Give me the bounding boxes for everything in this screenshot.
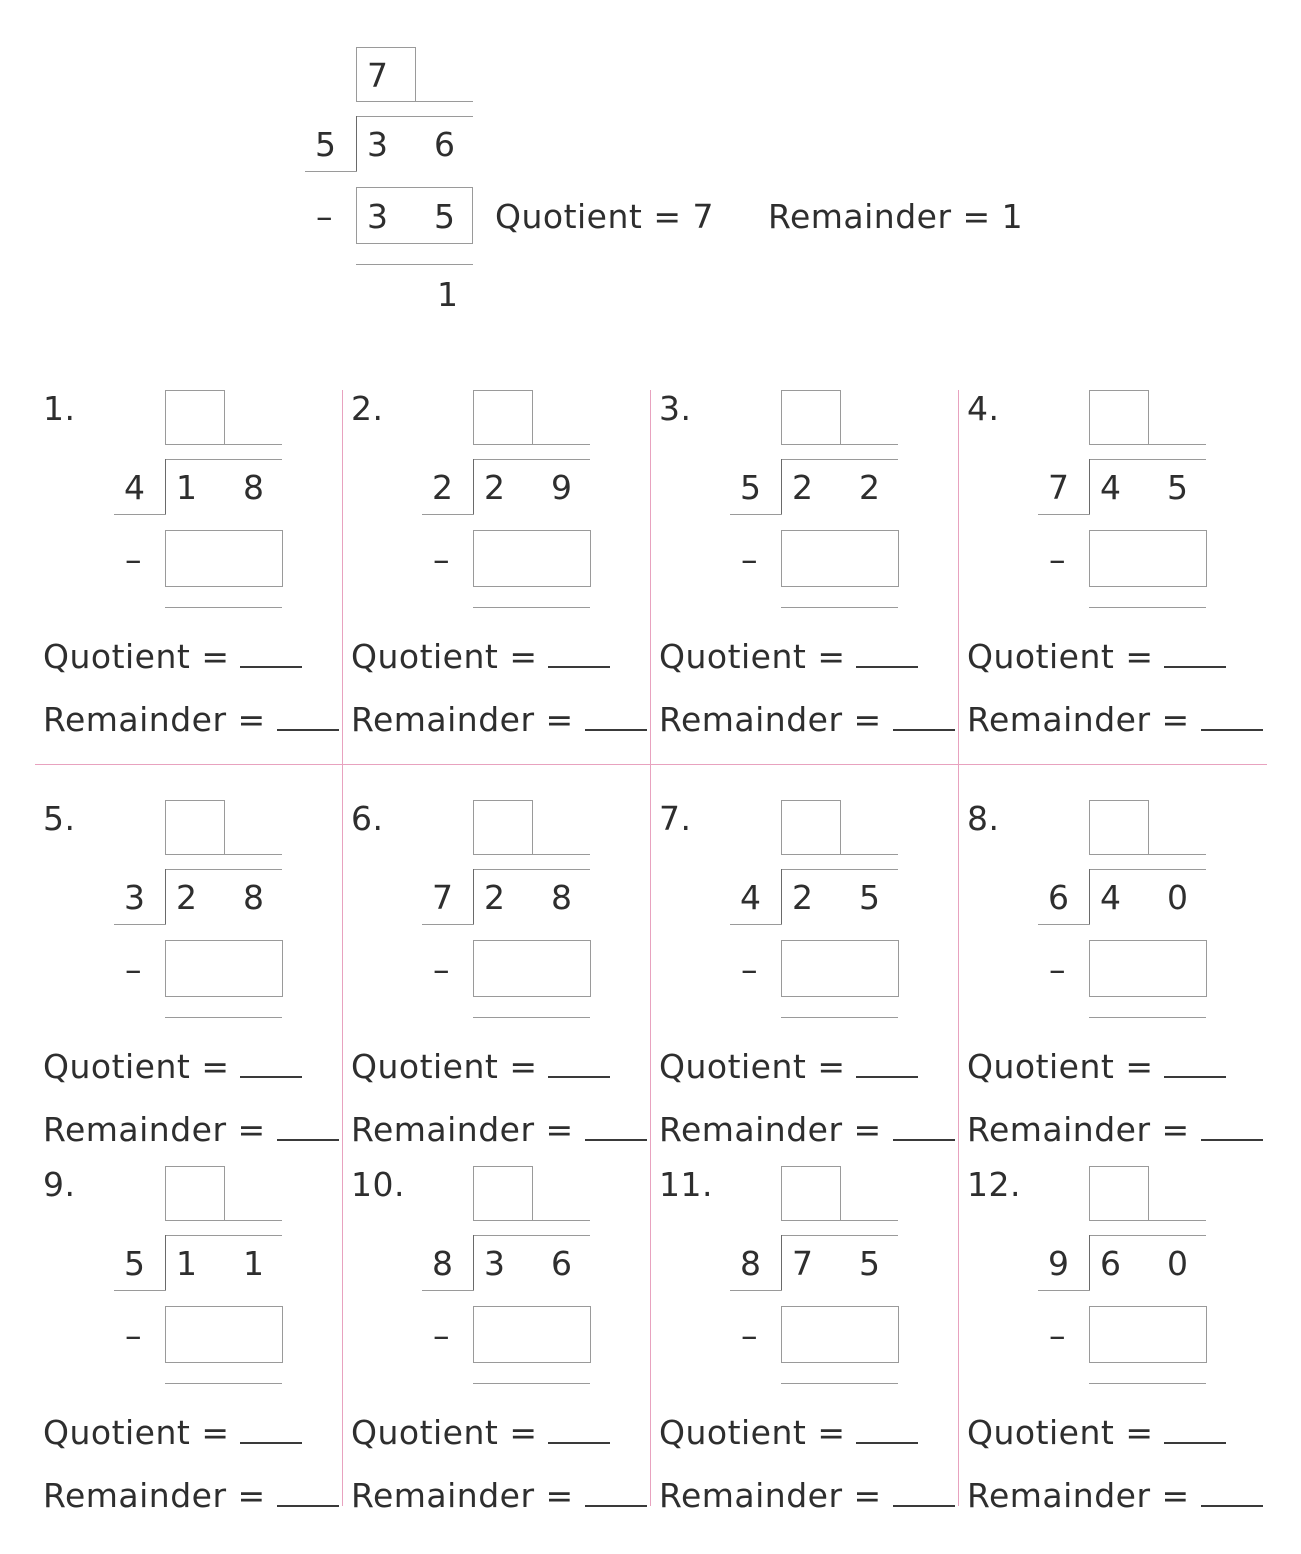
subtraction-line [1089,1383,1206,1384]
quotient-label-text: Quotient = [967,1047,1154,1086]
remainder-label-text: Remainder = [43,700,266,739]
remainder-blank[interactable] [277,1503,339,1507]
problem-cell [0,0,308,739]
example-dividend-ones: 6 [434,125,455,164]
minus-sign: – [433,1316,450,1355]
divisor: 5 [740,468,761,507]
quotient-label [351,1413,610,1452]
dividend-tens: 6 [1100,1244,1121,1283]
problem-number: 6. [351,799,384,838]
remainder-blank[interactable] [1201,1503,1263,1507]
minus-sign: – [433,950,450,989]
division-bar [473,1235,590,1236]
example-dividend-tens: 3 [367,125,388,164]
problem-cell [308,776,616,1515]
quotient-answer-box[interactable] [473,1166,533,1221]
product-answer-box[interactable] [781,1306,899,1363]
divisor-underline [1038,1290,1090,1291]
dividend-tens: 3 [484,1244,505,1283]
division-bracket [1089,1235,1090,1291]
divisor: 8 [432,1244,453,1283]
problem-number: 5. [43,799,76,838]
quotient-answer-box[interactable] [781,1166,841,1221]
problem-number: 1. [43,389,76,428]
divisor: 3 [124,878,145,917]
quotient-underline [1149,1220,1206,1221]
problem-number: 12. [967,1165,1021,1204]
quotient-blank[interactable] [240,1440,302,1444]
quotient-blank[interactable] [856,1440,918,1444]
division-bracket [165,1235,166,1291]
remainder-label-text: Remainder = [351,1476,574,1515]
remainder-label-text: Remainder = [659,1110,882,1149]
dividend-ones: 0 [1167,878,1188,917]
problem-number: 7. [659,799,692,838]
dividend-tens: 2 [792,468,813,507]
example-quotient-text: Quotient = 7 [495,197,714,236]
division-bar [165,1235,282,1236]
division-bracket [781,1235,782,1291]
problem-cell [0,776,308,1515]
problem-number: 9. [43,1165,76,1204]
problem-cell [924,0,1232,739]
divisor-underline [730,1290,782,1291]
example-divisor: 5 [315,125,336,164]
dividend-tens: 1 [176,1244,197,1283]
quotient-label-text: Quotient = [351,1413,538,1452]
problem-cell [308,410,616,1149]
remainder-label [43,1476,339,1515]
quotient-label [43,1413,302,1452]
division-bar [1089,1235,1206,1236]
dividend-tens: 4 [1100,468,1121,507]
problem-number: 4. [967,389,1000,428]
product-answer-box[interactable] [165,1306,283,1363]
dividend-ones: 5 [859,1244,880,1283]
remainder-blank[interactable] [585,1503,647,1507]
example-product-ones: 5 [434,197,455,236]
minus-sign: – [1049,540,1066,579]
quotient-underline [533,1220,590,1221]
minus-sign: – [125,1316,142,1355]
divisor: 7 [432,878,453,917]
remainder-label-text: Remainder = [967,1476,1190,1515]
minus-sign: – [1049,950,1066,989]
divisor: 4 [124,468,145,507]
minus-sign: – [1049,1316,1066,1355]
quotient-label [967,1413,1226,1452]
remainder-label [659,1476,955,1515]
subtraction-line [473,1383,590,1384]
remainder-label-text: Remainder = [967,1110,1190,1149]
example-remainder-digit: 1 [437,275,458,314]
quotient-label-text: Quotient = [659,1413,846,1452]
quotient-answer-box[interactable] [165,1166,225,1221]
minus-sign: – [125,540,142,579]
example-product-tens: 3 [367,197,388,236]
remainder-label-text: Remainder = [351,700,574,739]
dividend-ones: 6 [551,1244,572,1283]
remainder-label-text: Remainder = [351,1110,574,1149]
minus-sign: – [741,540,758,579]
remainder-label-text: Remainder = [43,1476,266,1515]
problem-cell [308,0,616,739]
quotient-label-text: Quotient = [659,1047,846,1086]
problem-number: 11. [659,1165,713,1204]
dividend-ones: 5 [1167,468,1188,507]
quotient-label-text: Quotient = [967,637,1154,676]
dividend-tens: 2 [792,878,813,917]
quotient-label-text: Quotient = [967,1413,1154,1452]
division-bracket [473,1235,474,1291]
minus-sign: – [125,950,142,989]
problem-cell [924,410,1232,1149]
dividend-ones: 2 [859,468,880,507]
problem-cell [616,410,924,1149]
subtraction-line [165,1383,282,1384]
quotient-blank[interactable] [1164,1440,1226,1444]
quotient-label-text: Quotient = [43,1047,230,1086]
remainder-label-text: Remainder = [43,1110,266,1149]
problem-cell [616,0,924,739]
dividend-ones: 9 [551,468,572,507]
remainder-label [967,1476,1263,1515]
dividend-tens: 2 [484,878,505,917]
divisor: 7 [1048,468,1069,507]
divisor-underline [422,1290,474,1291]
problem-number: 8. [967,799,1000,838]
example-minus-sign: – [316,197,333,236]
example-quotient-digit: 7 [367,56,388,95]
division-bar [781,1235,898,1236]
remainder-label-text: Remainder = [659,700,882,739]
quotient-underline [841,1220,898,1221]
quotient-label-text: Quotient = [351,637,538,676]
problem-number: 10. [351,1165,405,1204]
minus-sign: – [741,1316,758,1355]
divisor: 5 [124,1244,145,1283]
divisor: 4 [740,878,761,917]
divisor: 6 [1048,878,1069,917]
divisor-underline [114,1290,166,1291]
dividend-ones: 0 [1167,1244,1188,1283]
quotient-blank[interactable] [548,1440,610,1444]
dividend-tens: 2 [176,878,197,917]
product-answer-box[interactable] [1089,1306,1207,1363]
divisor: 2 [432,468,453,507]
quotient-label-text: Quotient = [43,637,230,676]
product-answer-box[interactable] [473,1306,591,1363]
dividend-ones: 8 [243,468,264,507]
dividend-ones: 8 [243,878,264,917]
divisor: 8 [740,1244,761,1283]
dividend-tens: 7 [792,1244,813,1283]
remainder-label [351,1476,647,1515]
quotient-underline [225,1220,282,1221]
quotient-label [659,1413,918,1452]
dividend-tens: 2 [484,468,505,507]
minus-sign: – [741,950,758,989]
dividend-tens: 1 [176,468,197,507]
dividend-ones: 8 [551,878,572,917]
problem-number: 3. [659,389,692,428]
problem-number: 2. [351,389,384,428]
problem-cell [616,776,924,1515]
dividend-ones: 5 [859,878,880,917]
quotient-label-text: Quotient = [351,1047,538,1086]
quotient-label-text: Quotient = [659,637,846,676]
problem-cell [0,410,308,1149]
quotient-label-text: Quotient = [43,1413,230,1452]
dividend-tens: 4 [1100,878,1121,917]
remainder-label-text: Remainder = [659,1476,882,1515]
quotient-answer-box[interactable] [1089,1166,1149,1221]
subtraction-line [781,1383,898,1384]
minus-sign: – [433,540,450,579]
divisor: 9 [1048,1244,1069,1283]
remainder-label-text: Remainder = [967,700,1190,739]
remainder-blank[interactable] [893,1503,955,1507]
example-remainder-text: Remainder = 1 [768,197,1024,236]
problem-cell [924,776,1232,1515]
dividend-ones: 1 [243,1244,264,1283]
